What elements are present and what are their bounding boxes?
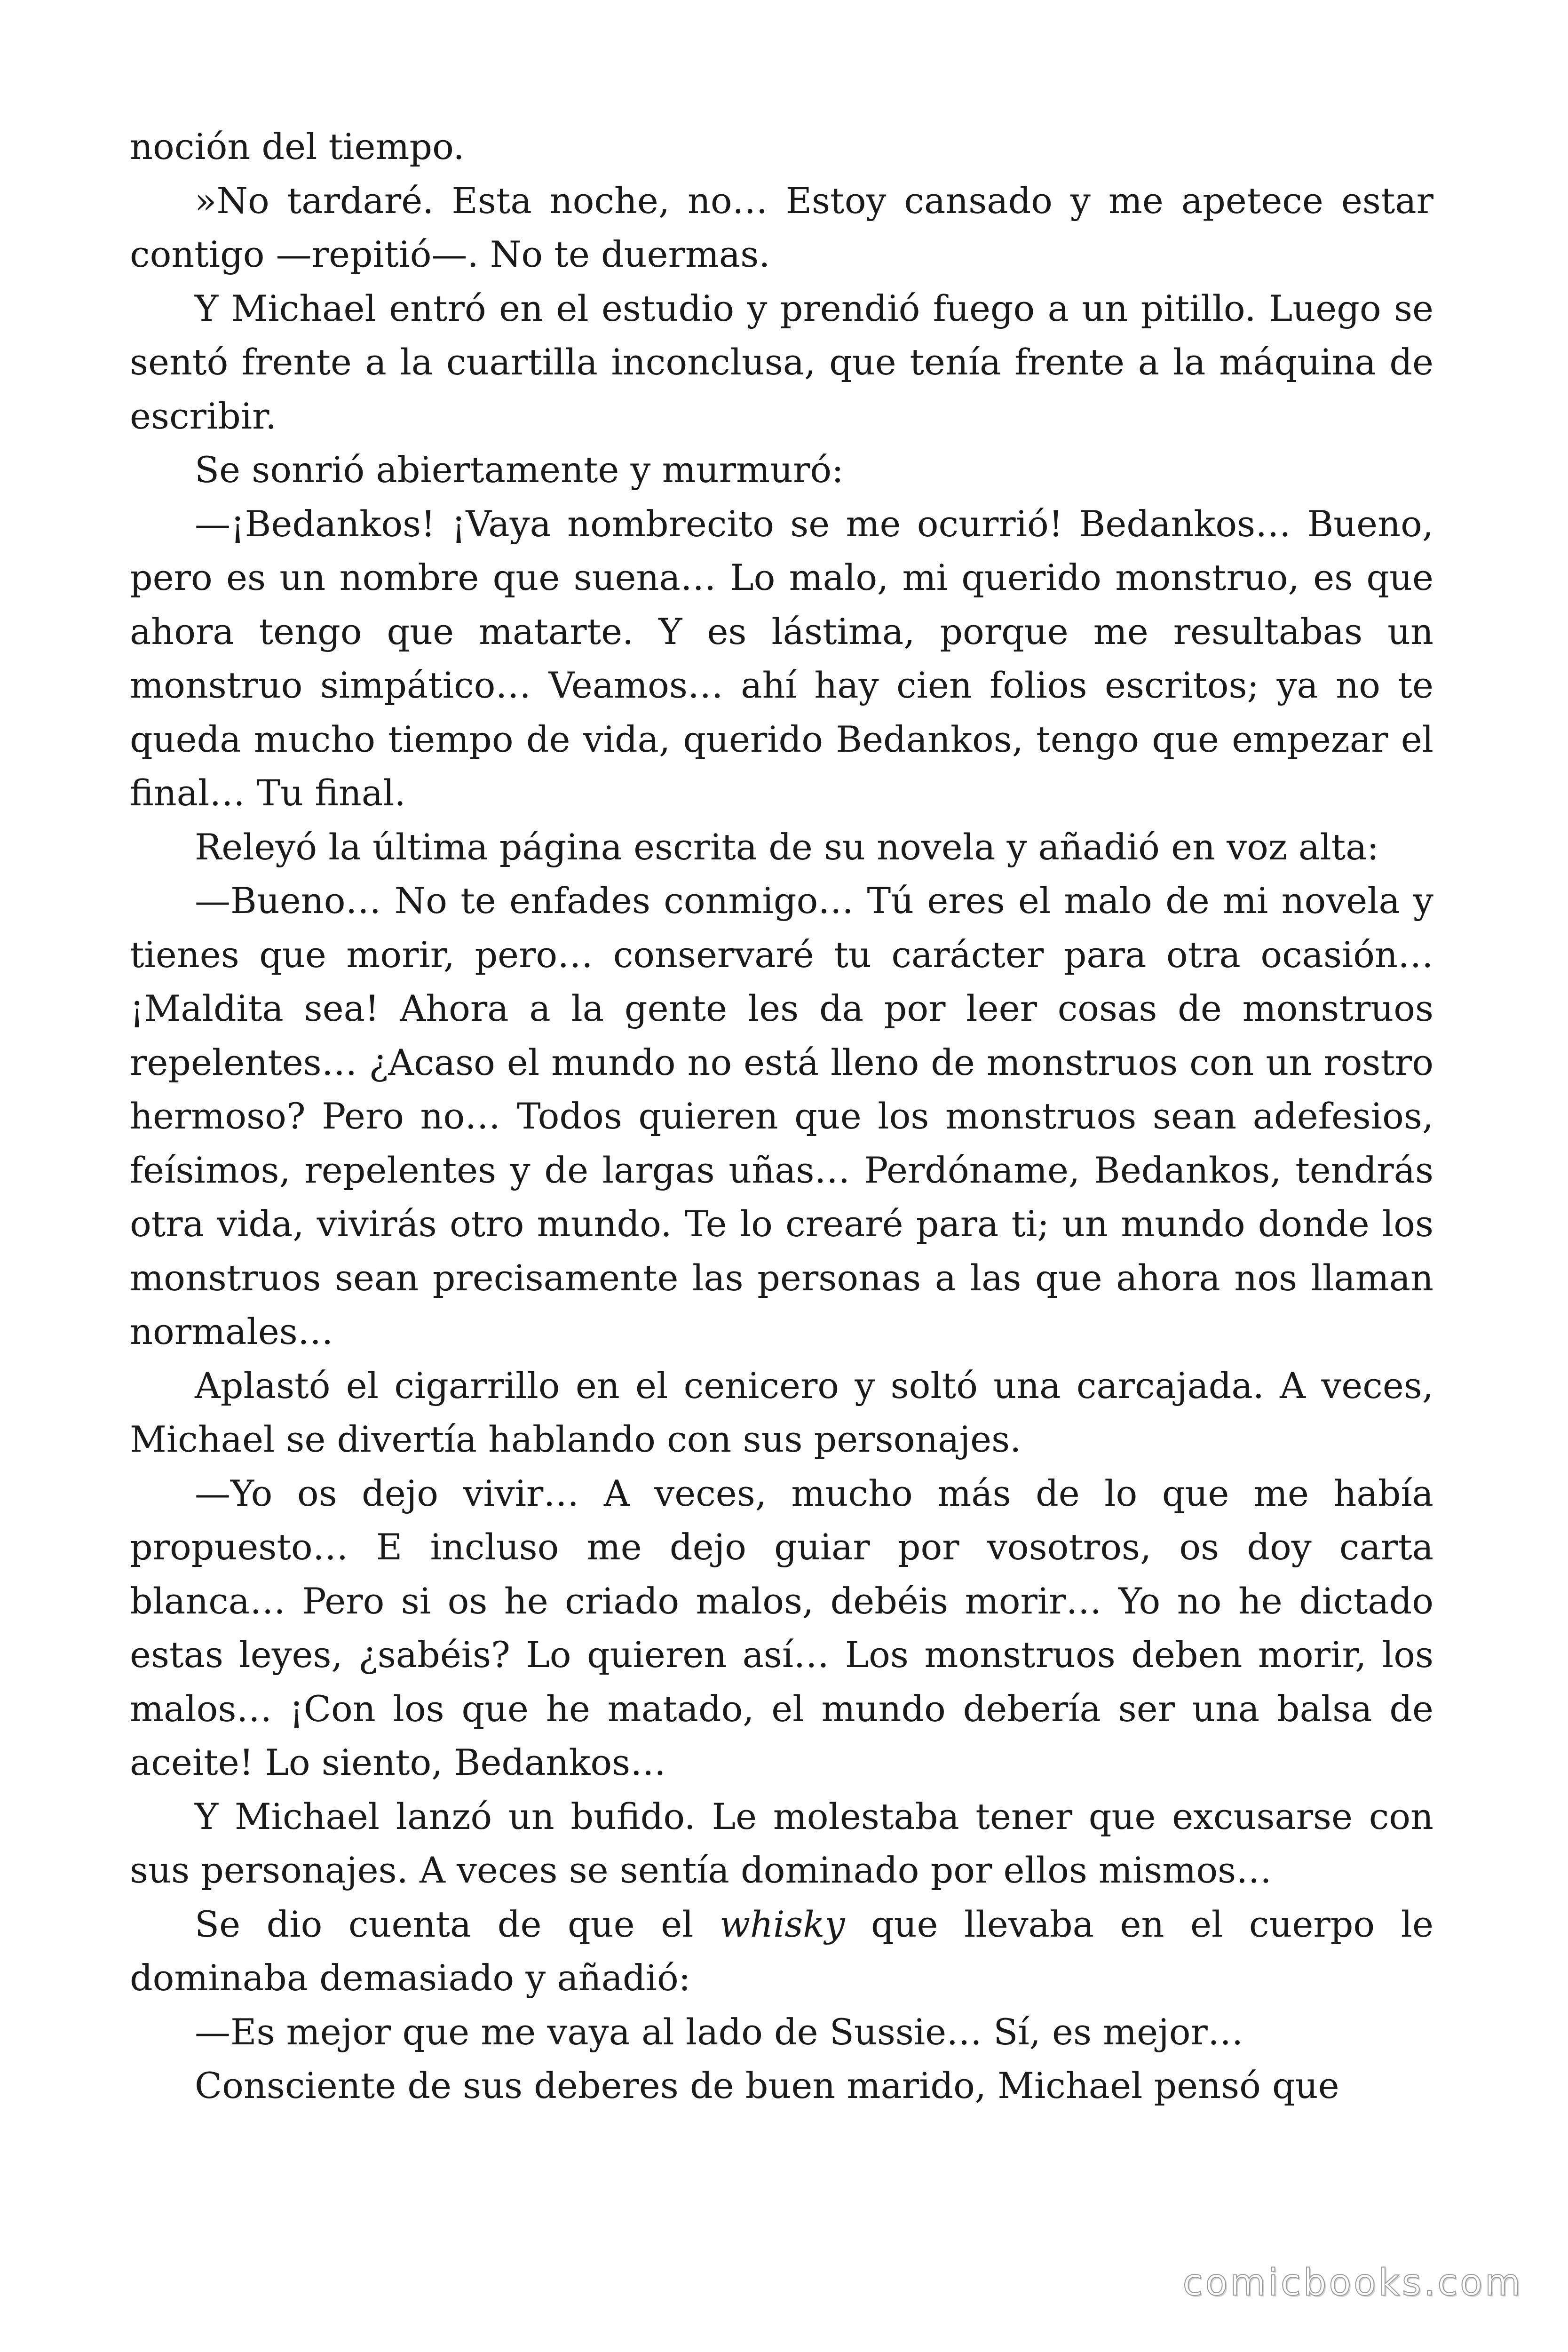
text-run: que llevaba en el cuerpo le dominaba demasiado y añadió: [130,1903,1433,1999]
paragraph: Aplastó el cigarrillo en el cenicero y soltó una carcajada. A veces, Michael se divertía hablando con sus personajes. [130,1364,1433,1460]
paragraph: Y Michael lanzó un bufido. Le molestaba tener que excusarse con sus personajes. A veces se sentía dominado por ellos mismos… [130,1795,1433,1891]
body-text [130,120,1433,2113]
paragraph: —Bueno… No te enfades conmigo… Tú eres el malo de mi novela y tienes que morir, pero… conservaré tu carácter para otra ocasión… ¡Maldita sea! Ahora a la gente les da por leer cosas de monstruos repelentes… ¿Acaso el mundo no está lleno de monstruos con un rostro hermoso? Pero no… Todos quieren que los monstruos sean adefesios, feísimos, repelentes y de largas uñas… Perdóname, Bedankos, tendrás otra vida, vivirás otro mundo. Te lo crearé para ti; un mundo donde los monstruos sean precisamente las personas a las que ahora nos llaman normales… [130,880,1433,1352]
paragraph: Releyó la última página escrita de su novela y añadió en voz alta: [195,826,1379,868]
paragraph: —Yo os dejo vivir… A veces, mucho más de lo que me había propuesto… E incluso me dejo guiar por vosotros, os doy carta blanca… Pero si os he criado malos, debéis morir… Yo no he dictado estas leyes, ¿sabéis? Lo quieren así… Los monstruos deben morir, los malos… ¡Con los que he matado, el mundo debería ser una balsa de aceite! Lo siento, Bedankos… [130,1472,1433,1783]
italic-word: whisky [720,1903,845,1945]
paragraph: »No tardaré. Esta noche, no… Estoy cansado y me apetece estar contigo —repitió—. No te duermas. [130,179,1433,275]
watermark: comicbooks.com [1182,2262,1523,2304]
paragraph: noción del tiempo. [130,126,465,167]
paragraph: —Es mejor que me vaya al lado de Sussie… Sí, es mejor… [195,2010,1243,2053]
paragraph: Consciente de sus deberes de buen marido, Michael pensó que [195,2065,1339,2106]
paragraph: —¡Bedankos! ¡Vaya nombrecito se me ocurrió! Bedankos… Bueno, pero es un nombre que suena… Lo malo, mi querido monstruo, es que ahora tengo que matarte. Y es lástima, porque me resultabas un monstruo simpático… Veamos… ahí hay cien folios escritos; ya no te queda mucho tiempo de vida, querido Bedankos, tengo que empezar el final… Tu final. [130,502,1433,814]
paragraph: Se sonrió abiertamente y murmuró: [195,449,844,491]
text-run: Se dio cuenta de que el [195,1903,720,1945]
paragraph: Y Michael entró en el estudio y prendió fuego a un pitillo. Luego se sentó frente a la cuartilla inconclusa, que tenía frente a la máquina de escribir. [130,287,1433,437]
paragraph-with-italic [130,1898,1433,2005]
